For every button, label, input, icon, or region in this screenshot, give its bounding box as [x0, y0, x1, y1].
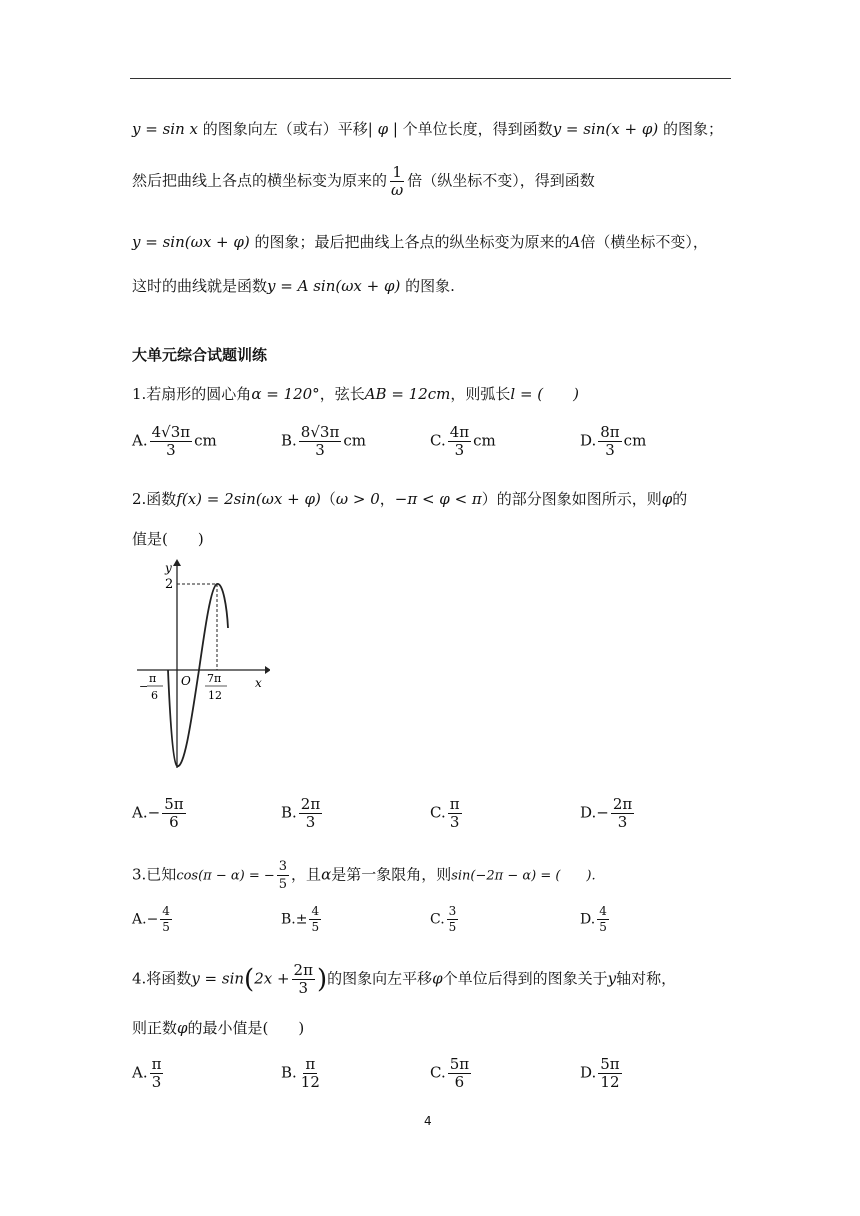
fraction — [611, 796, 634, 831]
numerator: 4π — [449, 423, 470, 441]
fraction — [448, 424, 471, 459]
option-label: B. — [281, 1063, 297, 1082]
text: 的图象；最后把曲线上各点的纵坐标变为原来的 — [249, 233, 570, 251]
denominator: ω — [391, 181, 404, 199]
text: 的图象； — [658, 120, 723, 138]
text: 的 — [672, 490, 688, 508]
text: 的最小值是( ) — [187, 1019, 305, 1037]
fraction — [598, 424, 621, 459]
option-label: B. — [281, 911, 296, 928]
numerator: 3 — [448, 904, 457, 918]
numerator: 8√3π — [300, 423, 340, 441]
math-expr: y = A sin(ωx + φ) — [267, 277, 401, 295]
text: 倍（纵坐标不变），得到函数 — [407, 171, 595, 190]
math-expr: ω > 0 — [335, 490, 380, 508]
text: 是第一象限角，则 — [331, 865, 452, 884]
numerator: 5π — [164, 795, 184, 813]
q1-option-b[interactable] — [281, 424, 366, 459]
numerator: 5π — [449, 1055, 470, 1073]
q2-stem-line-2: 值是( ) — [132, 530, 204, 548]
x-neg-denominator: 6 — [151, 689, 158, 702]
sign: ± — [295, 911, 308, 928]
q3-stem — [132, 858, 596, 893]
option-label: C. — [430, 1063, 446, 1082]
option-label: D. — [580, 803, 597, 822]
option-label: C. — [430, 803, 446, 822]
text: 则正数 — [132, 1019, 178, 1037]
math-expr: −π < φ < π — [394, 490, 482, 508]
text: 3.已知 — [132, 865, 177, 884]
option-label: D. — [580, 911, 596, 928]
header-rule — [130, 78, 731, 79]
denominator: 3 — [605, 441, 615, 459]
unit: cm — [623, 431, 647, 450]
option-label: C. — [430, 431, 446, 450]
q2-option-b[interactable] — [281, 796, 324, 831]
sign: − — [147, 803, 161, 822]
math-expr: A — [569, 233, 581, 251]
q3-option-c[interactable] — [430, 904, 460, 935]
unit: cm — [473, 431, 496, 450]
fraction — [277, 858, 289, 893]
fraction — [447, 904, 459, 935]
numerator: 4 — [162, 904, 170, 918]
fraction — [448, 1056, 471, 1091]
q4-stem — [132, 962, 676, 997]
numerator: π — [151, 1055, 162, 1073]
fraction — [299, 424, 342, 459]
text: ）的部分图象如图所示，则 — [481, 490, 662, 508]
fraction — [150, 424, 193, 459]
denominator: 6 — [454, 1073, 465, 1091]
fraction — [389, 164, 405, 199]
page-number: 4 — [424, 1114, 432, 1128]
math-expr: y = sin(x + φ) — [552, 120, 659, 138]
q2-option-d[interactable] — [580, 796, 636, 831]
denominator: 12 — [300, 1073, 320, 1091]
text: 个单位长度，得到函数 — [397, 120, 553, 138]
denominator: 3 — [454, 441, 465, 459]
x-neg-numerator: π — [149, 672, 157, 685]
q4-option-a[interactable] — [132, 1056, 165, 1091]
fraction — [448, 796, 462, 831]
text: ，弦长 — [319, 385, 365, 403]
numerator: 3 — [278, 859, 288, 874]
fraction — [598, 1056, 621, 1091]
q4-option-c[interactable] — [430, 1056, 473, 1091]
text: 的图象向左（或右）平移 — [197, 120, 368, 138]
option-label: D. — [580, 431, 597, 450]
denominator: 5 — [162, 920, 170, 934]
y-axis-label: y — [165, 561, 172, 575]
unit: cm — [194, 431, 217, 450]
option-label: B. — [281, 803, 297, 822]
q3-option-b[interactable] — [281, 904, 323, 935]
math-expr: f(x) = 2sin(ωx + φ) — [176, 490, 321, 508]
numerator: π — [449, 795, 460, 813]
fraction — [597, 904, 609, 935]
text: 这时的曲线就是函数 — [132, 277, 268, 295]
fraction — [309, 904, 321, 935]
text: 个单位后得到的图象关于 — [442, 969, 608, 988]
origin-label: O — [181, 674, 191, 688]
q3-option-d[interactable] — [580, 904, 611, 935]
q1-option-d[interactable] — [580, 424, 646, 459]
text: 倍（横坐标不变）， — [580, 233, 708, 251]
denominator: 3 — [449, 813, 460, 831]
denominator: 3 — [315, 441, 325, 459]
q4-option-d[interactable] — [580, 1056, 624, 1091]
math-expr: y = sin x — [132, 120, 198, 138]
numerator: 8π — [600, 423, 620, 441]
denominator: 3 — [151, 1073, 162, 1091]
y-tick-2: 2 — [165, 577, 174, 592]
intro-line-3 — [132, 232, 708, 252]
numerator: 5π — [600, 1055, 620, 1073]
option-label: A. — [132, 911, 147, 928]
text: 然后把曲线上各点的横坐标变为原来的 — [132, 171, 388, 190]
q1-option-a[interactable] — [132, 424, 217, 459]
q2-stem — [132, 489, 687, 509]
right-paren: ) — [316, 964, 328, 995]
fraction — [299, 1056, 322, 1091]
fraction — [162, 796, 185, 831]
math-expr: φ — [661, 490, 673, 508]
option-label: A. — [132, 1063, 148, 1082]
denominator: 3 — [305, 813, 316, 831]
math-expr: | φ | — [367, 120, 398, 138]
math-expr: α — [321, 865, 332, 884]
q2-option-c[interactable] — [430, 796, 464, 831]
fraction — [299, 796, 322, 831]
option-label: C. — [430, 911, 445, 928]
text: 2.函数 — [132, 490, 177, 508]
x-pos-denominator: 12 — [208, 689, 222, 702]
option-label: A. — [132, 431, 148, 450]
intro-line-4 — [132, 276, 455, 296]
section-title: 大单元综合试题训练 — [132, 346, 268, 364]
text: ，且 — [291, 865, 322, 884]
q4-option-b[interactable] — [281, 1056, 324, 1091]
numerator: 2π — [300, 795, 321, 813]
left-paren: ( — [244, 964, 255, 995]
math-expr: φ — [177, 1019, 188, 1037]
numerator: 2π — [293, 961, 313, 979]
math-expr: cos(π − α) = − — [176, 868, 275, 884]
denominator: 3 — [166, 441, 176, 459]
text: （ — [320, 490, 336, 508]
numerator: π — [305, 1055, 316, 1073]
fraction — [292, 962, 315, 997]
option-label: D. — [580, 1063, 597, 1082]
x-neg-sign: − — [139, 680, 149, 693]
x-axis-arrow — [265, 666, 270, 674]
denominator: 3 — [617, 813, 628, 831]
unit: cm — [343, 431, 366, 450]
q1-stem — [132, 384, 579, 404]
math-expr: AB = 12cm — [364, 385, 451, 403]
sine-graph-figure — [135, 558, 270, 773]
numerator: 4 — [599, 904, 607, 918]
numerator: 4√3π — [151, 423, 191, 441]
denominator: 6 — [169, 813, 179, 831]
denominator: 5 — [311, 920, 320, 934]
text: 4.将函数 — [132, 969, 192, 988]
sign: − — [596, 803, 609, 822]
q2-option-a[interactable] — [132, 796, 188, 831]
math-expr: 2x + — [254, 969, 290, 988]
math-expr: l = ( ) — [510, 385, 579, 403]
numerator: 4 — [311, 904, 320, 918]
text: 轴对称， — [616, 969, 677, 988]
q4-stem-line-2 — [132, 1018, 304, 1038]
x-pos-numerator: 7π — [207, 672, 222, 685]
text: ， — [379, 490, 395, 508]
q3-option-a[interactable] — [132, 904, 174, 935]
fraction — [160, 904, 172, 935]
numerator: 2π — [612, 795, 633, 813]
y-axis-arrow — [173, 559, 181, 566]
q1-option-c[interactable] — [430, 424, 496, 459]
math-expr: y = sin — [191, 969, 245, 988]
text: 的图象. — [400, 277, 455, 295]
option-label: A. — [132, 803, 148, 822]
intro-line-2 — [132, 164, 595, 199]
x-axis-label: x — [255, 676, 262, 690]
math-expr: α = 120° — [251, 385, 320, 403]
numerator: 1 — [392, 163, 402, 181]
sign: − — [146, 911, 159, 928]
text: ，则弧长 — [450, 385, 511, 403]
denominator: 5 — [599, 920, 607, 934]
denominator: 3 — [298, 979, 309, 997]
option-label: B. — [281, 431, 297, 450]
math-expr: φ — [432, 969, 443, 988]
denominator: 5 — [278, 877, 288, 892]
math-expr: y = sin(ωx + φ) — [132, 233, 250, 251]
text: 的图象向左平移 — [327, 969, 433, 988]
denominator: 12 — [600, 1073, 620, 1091]
text: 1.若扇形的圆心角 — [132, 385, 252, 403]
fraction — [150, 1056, 164, 1091]
math-expr: sin(−2π − α) = ( ). — [451, 868, 596, 884]
denominator: 5 — [448, 920, 457, 934]
intro-line-1 — [132, 119, 723, 139]
math-expr: y — [607, 969, 617, 988]
